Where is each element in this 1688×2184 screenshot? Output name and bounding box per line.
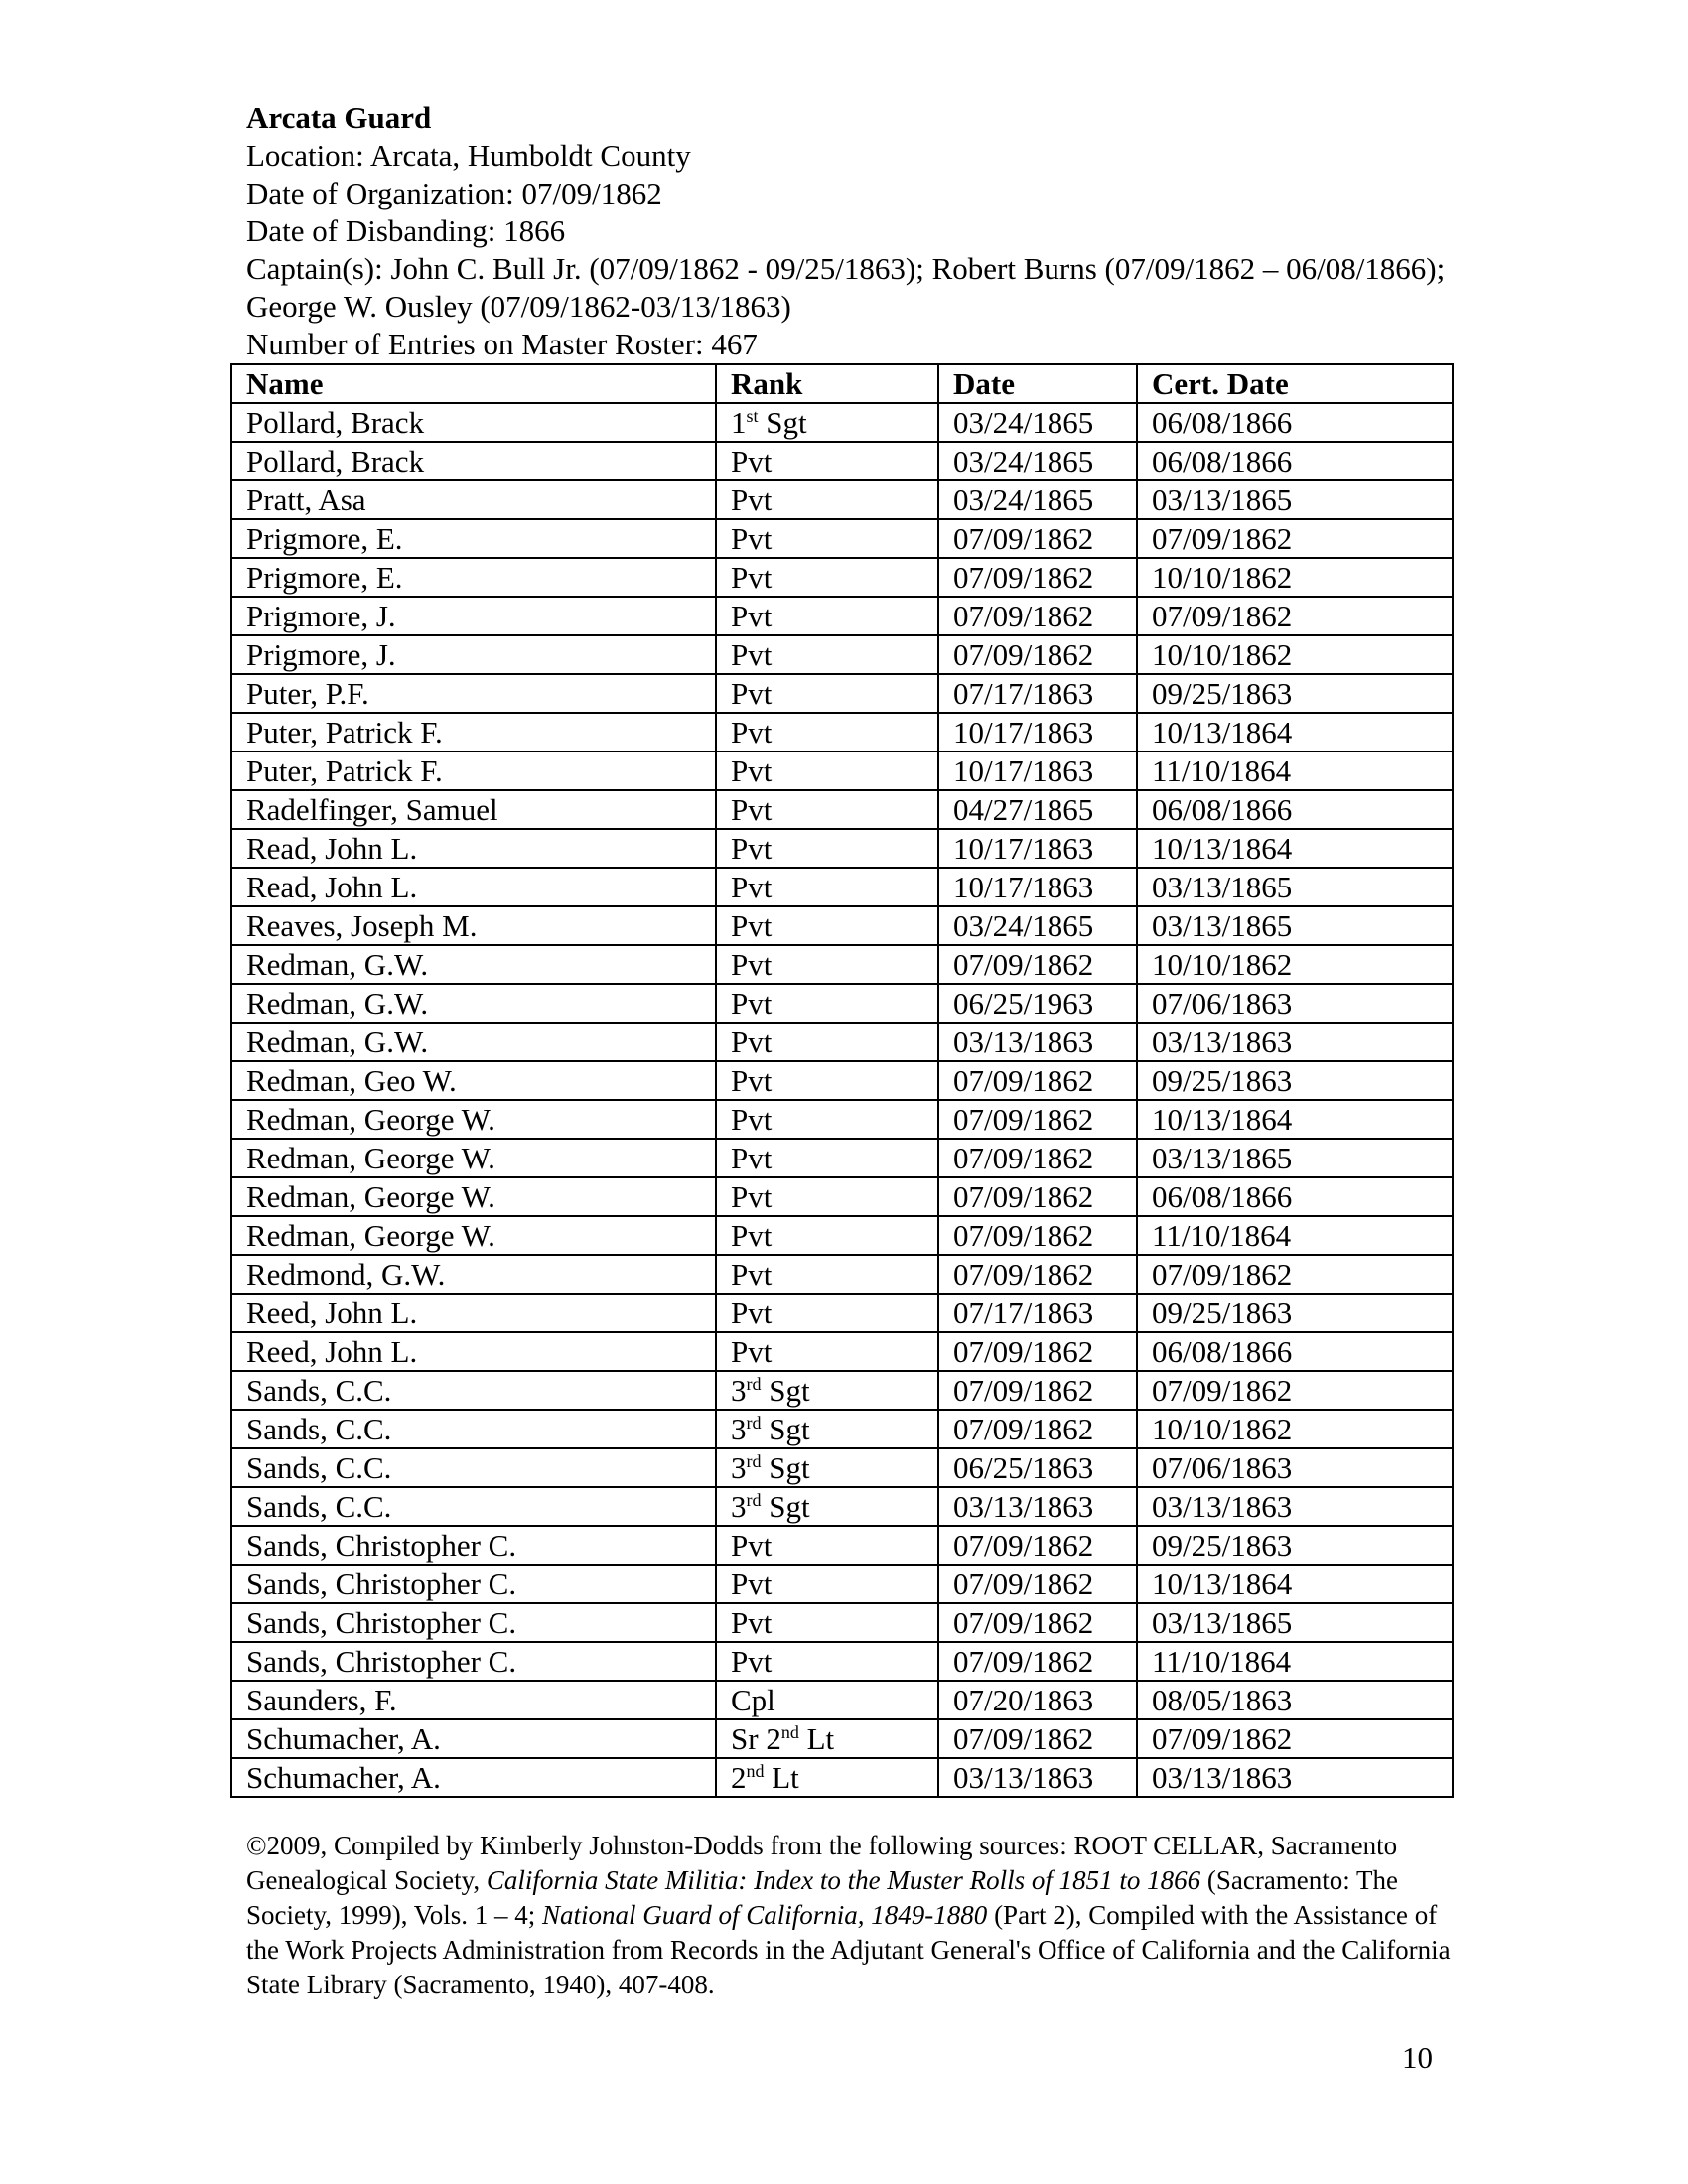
cell-rank: [716, 1448, 938, 1487]
rank-ordinal-suffix: rd: [746, 1451, 762, 1471]
cell-name: Sands, C.C.: [231, 1410, 716, 1448]
cell-cert-date: 08/05/1863: [1137, 1681, 1453, 1719]
cell-date: 07/09/1862: [938, 1100, 1137, 1139]
cell-name: Redman, George W.: [231, 1216, 716, 1255]
cell-date: 03/13/1863: [938, 1758, 1137, 1797]
cell-rank: [716, 1177, 938, 1216]
table-row: [231, 480, 1453, 519]
page-number: 10: [1402, 2040, 1433, 2075]
cell-rank: [716, 1758, 938, 1797]
rank-text: 3: [731, 1412, 747, 1446]
cell-date: 03/24/1865: [938, 403, 1137, 442]
cell-name: Redman, George W.: [231, 1100, 716, 1139]
cell-rank: [716, 829, 938, 868]
cell-rank: [716, 1603, 938, 1642]
cell-date: 04/27/1865: [938, 790, 1137, 829]
cell-date: 07/09/1862: [938, 1061, 1137, 1100]
cell-date: 07/09/1862: [938, 1255, 1137, 1294]
table-row: [231, 868, 1453, 906]
table-row: [231, 1100, 1453, 1139]
cell-name: Redman, G.W.: [231, 945, 716, 984]
cell-name: Redmond, G.W.: [231, 1255, 716, 1294]
rank-ordinal-suffix: rd: [746, 1413, 762, 1433]
cell-cert-date: 03/13/1863: [1137, 1023, 1453, 1061]
cell-name: Pollard, Brack: [231, 403, 716, 442]
cell-name: Read, John L.: [231, 868, 716, 906]
cell-rank: [716, 1410, 938, 1448]
cell-name: Prigmore, J.: [231, 597, 716, 635]
roster-entry-count: Number of Entries on Master Roster: 467: [246, 327, 758, 361]
table-row: [231, 1719, 1453, 1758]
cell-name: Redman, Geo W.: [231, 1061, 716, 1100]
cell-date: 07/09/1862: [938, 1603, 1137, 1642]
cell-date: 07/17/1863: [938, 674, 1137, 713]
cell-name: Read, John L.: [231, 829, 716, 868]
rank-text: Pvt: [731, 753, 773, 788]
rank-ordinal-suffix: st: [746, 406, 759, 426]
unit-location: Location: Arcata, Humboldt County: [246, 138, 691, 173]
rank-text: Lt: [798, 1721, 835, 1756]
cell-cert-date: 03/13/1863: [1137, 1487, 1453, 1526]
table-row: [231, 1216, 1453, 1255]
cell-rank: [716, 945, 938, 984]
rank-text: Pvt: [731, 560, 773, 595]
rank-text: Pvt: [731, 1528, 773, 1563]
cell-cert-date: 03/13/1865: [1137, 1139, 1453, 1177]
table-row: [231, 635, 1453, 674]
rank-text: Pvt: [731, 1141, 773, 1175]
rank-text: Lt: [764, 1760, 799, 1795]
cell-date: 07/09/1862: [938, 635, 1137, 674]
rank-text: Pvt: [731, 1644, 773, 1679]
table-row: [231, 442, 1453, 480]
table-row: [231, 751, 1453, 790]
cell-cert-date: 11/10/1864: [1137, 1642, 1453, 1681]
cell-cert-date: 06/08/1866: [1137, 403, 1453, 442]
cell-cert-date: 03/13/1865: [1137, 868, 1453, 906]
cell-rank: [716, 519, 938, 558]
rank-text: Pvt: [731, 637, 773, 672]
cell-name: Prigmore, J.: [231, 635, 716, 674]
rank-text: Pvt: [731, 908, 773, 943]
cell-cert-date: 10/10/1862: [1137, 635, 1453, 674]
cell-name: Pollard, Brack: [231, 442, 716, 480]
rank-text: 1: [731, 405, 747, 440]
cell-name: Schumacher, A.: [231, 1758, 716, 1797]
cell-date: 03/13/1863: [938, 1487, 1137, 1526]
table-row: [231, 674, 1453, 713]
cell-name: Reaves, Joseph M.: [231, 906, 716, 945]
table-row: [231, 1681, 1453, 1719]
cell-rank: [716, 790, 938, 829]
citation-text: (Sacramento: The Society, 1999), Vols. 1 – 4;: [246, 1865, 1399, 1930]
table-row: [231, 1023, 1453, 1061]
cell-rank: [716, 984, 938, 1023]
cell-name: Saunders, F.: [231, 1681, 716, 1719]
rank-text: Sgt: [761, 1489, 810, 1524]
source-citation: [246, 1829, 1453, 2002]
rank-text: Pvt: [731, 870, 773, 904]
cell-date: 06/25/1963: [938, 984, 1137, 1023]
cell-date: 07/17/1863: [938, 1294, 1137, 1332]
rank-text: Pvt: [731, 831, 773, 866]
cell-cert-date: 10/10/1862: [1137, 1410, 1453, 1448]
rank-text: 3: [731, 1489, 747, 1524]
rank-text: Pvt: [731, 1218, 773, 1253]
cell-date: 03/13/1863: [938, 1023, 1137, 1061]
cell-cert-date: 07/06/1863: [1137, 984, 1453, 1023]
cell-rank: [716, 1216, 938, 1255]
cell-date: 03/24/1865: [938, 480, 1137, 519]
cell-name: Sands, Christopher C.: [231, 1526, 716, 1565]
cell-rank: [716, 597, 938, 635]
cell-date: 07/09/1862: [938, 1526, 1137, 1565]
cell-cert-date: 06/08/1866: [1137, 1332, 1453, 1371]
cell-cert-date: 10/13/1864: [1137, 829, 1453, 868]
cell-date: 07/09/1862: [938, 1642, 1137, 1681]
cell-date: 10/17/1863: [938, 868, 1137, 906]
cell-name: Sands, C.C.: [231, 1487, 716, 1526]
cell-name: Pratt, Asa: [231, 480, 716, 519]
cell-name: Prigmore, E.: [231, 558, 716, 597]
cell-cert-date: 06/08/1866: [1137, 1177, 1453, 1216]
cell-cert-date: 03/13/1863: [1137, 1758, 1453, 1797]
cell-rank: [716, 751, 938, 790]
rank-text: Pvt: [731, 1102, 773, 1137]
rank-text: Sgt: [761, 1412, 810, 1446]
rank-text: Pvt: [731, 444, 773, 478]
table-body: [231, 403, 1453, 1797]
rank-text: 3: [731, 1373, 747, 1408]
rank-text: Pvt: [731, 792, 773, 827]
rank-text: Pvt: [731, 715, 773, 750]
cell-name: Sands, Christopher C.: [231, 1642, 716, 1681]
rank-text: Sgt: [761, 1450, 810, 1485]
rank-text: Pvt: [731, 482, 773, 517]
table-row: [231, 597, 1453, 635]
cell-rank: [716, 1100, 938, 1139]
cell-name: Reed, John L.: [231, 1332, 716, 1371]
cell-date: 10/17/1863: [938, 751, 1137, 790]
cell-date: 07/09/1862: [938, 1719, 1137, 1758]
rank-text: Pvt: [731, 1567, 773, 1601]
rank-text: Sgt: [758, 405, 807, 440]
cell-date: 07/09/1862: [938, 519, 1137, 558]
cell-date: 07/09/1862: [938, 945, 1137, 984]
table-row: [231, 558, 1453, 597]
cell-rank: [716, 1061, 938, 1100]
table-row: [231, 1526, 1453, 1565]
cell-name: Radelfinger, Samuel: [231, 790, 716, 829]
cell-name: Sands, Christopher C.: [231, 1565, 716, 1603]
cell-cert-date: 10/10/1862: [1137, 558, 1453, 597]
table-row: [231, 1371, 1453, 1410]
table-row: [231, 906, 1453, 945]
cell-date: 07/09/1862: [938, 1565, 1137, 1603]
roster-header: [246, 99, 1458, 363]
cell-rank: [716, 558, 938, 597]
rank-text: Pvt: [731, 1334, 773, 1369]
table-row: [231, 1758, 1453, 1797]
cell-date: 07/09/1862: [938, 1332, 1137, 1371]
cell-rank: [716, 868, 938, 906]
cell-cert-date: 09/25/1863: [1137, 1061, 1453, 1100]
cell-cert-date: 07/09/1862: [1137, 1719, 1453, 1758]
cell-name: Prigmore, E.: [231, 519, 716, 558]
cell-rank: [716, 713, 938, 751]
table-row: [231, 519, 1453, 558]
table-row: [231, 1332, 1453, 1371]
table-row: [231, 1294, 1453, 1332]
cell-rank: [716, 1139, 938, 1177]
cell-name: Schumacher, A.: [231, 1719, 716, 1758]
cell-rank: [716, 1255, 938, 1294]
cell-date: 07/09/1862: [938, 1177, 1137, 1216]
cell-date: 10/17/1863: [938, 713, 1137, 751]
cell-date: 03/24/1865: [938, 442, 1137, 480]
cell-cert-date: 06/08/1866: [1137, 442, 1453, 480]
citation-title: National Guard of California, 1849-1880: [542, 1900, 988, 1930]
rank-text: Pvt: [731, 1063, 773, 1098]
cell-date: 07/09/1862: [938, 1371, 1137, 1410]
cell-rank: [716, 1565, 938, 1603]
rank-ordinal-suffix: nd: [780, 1722, 799, 1742]
cell-name: Sands, C.C.: [231, 1371, 716, 1410]
rank-ordinal-suffix: rd: [746, 1374, 762, 1394]
cell-cert-date: 10/13/1864: [1137, 713, 1453, 751]
table-row: [231, 1410, 1453, 1448]
cell-cert-date: 07/09/1862: [1137, 519, 1453, 558]
rank-text: Pvt: [731, 1296, 773, 1330]
cell-rank: [716, 480, 938, 519]
cell-cert-date: 11/10/1864: [1137, 751, 1453, 790]
cell-name: Puter, Patrick F.: [231, 751, 716, 790]
column-header-rank: Rank: [716, 364, 938, 403]
table-row: [231, 1565, 1453, 1603]
cell-rank: [716, 906, 938, 945]
organization-date: Date of Organization: 07/09/1862: [246, 176, 662, 210]
cell-rank: [716, 1294, 938, 1332]
cell-date: 07/09/1862: [938, 597, 1137, 635]
table-row: [231, 713, 1453, 751]
cell-cert-date: 09/25/1863: [1137, 1294, 1453, 1332]
cell-rank: [716, 1681, 938, 1719]
column-header-date: Date: [938, 364, 1137, 403]
disbanding-date: Date of Disbanding: 1866: [246, 213, 566, 248]
cell-date: 07/20/1863: [938, 1681, 1137, 1719]
cell-cert-date: 07/09/1862: [1137, 1255, 1453, 1294]
cell-name: Redman, George W.: [231, 1139, 716, 1177]
cell-date: 07/09/1862: [938, 1410, 1137, 1448]
cell-rank: [716, 1719, 938, 1758]
cell-cert-date: 07/09/1862: [1137, 597, 1453, 635]
rank-ordinal-suffix: rd: [746, 1490, 762, 1510]
table-row: [231, 984, 1453, 1023]
table-row: [231, 1448, 1453, 1487]
citation-text: ©2009, Compiled by Kimberly Johnston-Dodds from the following sources: ROOT CELLAR, Sacramento Genealogical Society,: [246, 1831, 1398, 1895]
cell-date: 06/25/1863: [938, 1448, 1137, 1487]
cell-rank: [716, 1526, 938, 1565]
cell-rank: [716, 1487, 938, 1526]
cell-cert-date: 10/10/1862: [1137, 945, 1453, 984]
rank-text: Pvt: [731, 1257, 773, 1292]
rank-text: Pvt: [731, 986, 773, 1021]
rank-ordinal-suffix: nd: [746, 1761, 765, 1781]
rank-text: Pvt: [731, 1605, 773, 1640]
table-row: [231, 1487, 1453, 1526]
cell-date: 07/09/1862: [938, 558, 1137, 597]
cell-date: 10/17/1863: [938, 829, 1137, 868]
table-row: [231, 790, 1453, 829]
table-row: [231, 1603, 1453, 1642]
cell-rank: [716, 674, 938, 713]
cell-cert-date: 03/13/1865: [1137, 480, 1453, 519]
rank-text: Pvt: [731, 521, 773, 556]
cell-rank: [716, 442, 938, 480]
unit-title: Arcata Guard: [246, 100, 432, 135]
cell-cert-date: 07/09/1862: [1137, 1371, 1453, 1410]
cell-name: Redman, G.W.: [231, 984, 716, 1023]
rank-text: Pvt: [731, 1024, 773, 1059]
table-row: [231, 1177, 1453, 1216]
roster-table: [230, 363, 1454, 1798]
cell-name: Redman, George W.: [231, 1177, 716, 1216]
cell-cert-date: 09/25/1863: [1137, 674, 1453, 713]
cell-date: 03/24/1865: [938, 906, 1137, 945]
rank-text: Sr 2: [731, 1721, 781, 1756]
cell-name: Redman, G.W.: [231, 1023, 716, 1061]
cell-name: Reed, John L.: [231, 1294, 716, 1332]
rank-text: 2: [731, 1760, 747, 1795]
cell-rank: [716, 635, 938, 674]
captains-list: Captain(s): John C. Bull Jr. (07/09/1862 - 09/25/1863); Robert Burns (07/09/1862 – 06/08/1866); George W. Ousley (07/09/1862-03/13/1863): [246, 251, 1446, 324]
cell-cert-date: 10/13/1864: [1137, 1100, 1453, 1139]
cell-cert-date: 11/10/1864: [1137, 1216, 1453, 1255]
cell-name: Puter, P.F.: [231, 674, 716, 713]
table-row: [231, 829, 1453, 868]
cell-rank: [716, 1371, 938, 1410]
rank-text: Cpl: [731, 1683, 775, 1717]
table-row: [231, 1061, 1453, 1100]
rank-text: Pvt: [731, 676, 773, 711]
table-row: [231, 1139, 1453, 1177]
rank-text: Pvt: [731, 1179, 773, 1214]
rank-text: Pvt: [731, 947, 773, 982]
citation-title: California State Militia: Index to the Muster Rolls of 1851 to 1866: [486, 1865, 1201, 1895]
cell-cert-date: 10/13/1864: [1137, 1565, 1453, 1603]
table-row: [231, 945, 1453, 984]
table-row: [231, 403, 1453, 442]
rank-text: Sgt: [761, 1373, 810, 1408]
cell-date: 07/09/1862: [938, 1216, 1137, 1255]
cell-rank: [716, 403, 938, 442]
column-header-cert-date: Cert. Date: [1137, 364, 1453, 403]
cell-cert-date: 06/08/1866: [1137, 790, 1453, 829]
rank-text: 3: [731, 1450, 747, 1485]
cell-name: Puter, Patrick F.: [231, 713, 716, 751]
cell-rank: [716, 1642, 938, 1681]
cell-name: Sands, Christopher C.: [231, 1603, 716, 1642]
cell-cert-date: 09/25/1863: [1137, 1526, 1453, 1565]
column-header-name: Name: [231, 364, 716, 403]
cell-cert-date: 03/13/1865: [1137, 1603, 1453, 1642]
citation-text: (Part 2), Compiled with the Assistance of the Work Projects Administration from Records in the Adjutant General's Office of California and the California State Library (Sacramento, 1940), 407-408.: [246, 1900, 1451, 1999]
cell-cert-date: 03/13/1865: [1137, 906, 1453, 945]
cell-cert-date: 07/06/1863: [1137, 1448, 1453, 1487]
cell-rank: [716, 1332, 938, 1371]
cell-name: Sands, C.C.: [231, 1448, 716, 1487]
table-row: [231, 1255, 1453, 1294]
rank-text: Pvt: [731, 599, 773, 633]
cell-rank: [716, 1023, 938, 1061]
table-header-row: [231, 364, 1453, 403]
table-row: [231, 1642, 1453, 1681]
cell-date: 07/09/1862: [938, 1139, 1137, 1177]
